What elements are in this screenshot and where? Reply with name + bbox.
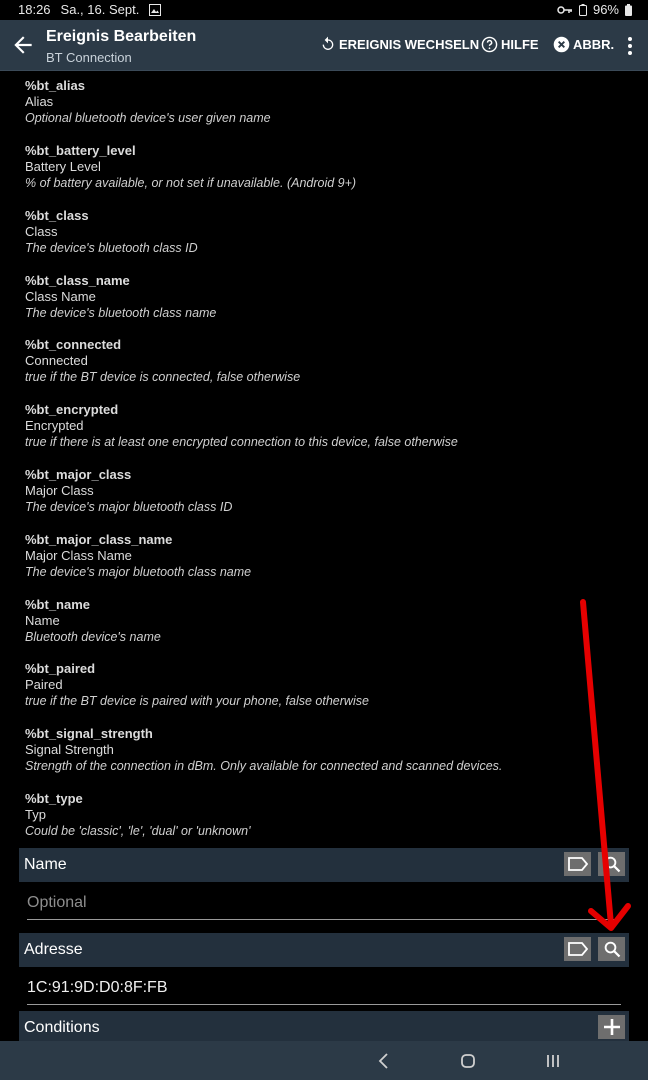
cancel-label: ABBR. (573, 37, 615, 52)
nav-back-icon[interactable] (373, 1051, 395, 1071)
variable-description: true if the BT device is connected, false otherwise (25, 370, 301, 384)
address-input[interactable] (27, 974, 621, 1005)
cancel-circle-icon (553, 36, 570, 53)
variable-item (25, 726, 502, 775)
variable-name: %bt_name (25, 597, 91, 612)
variable-label: Connected (25, 353, 88, 368)
page-title: Ereignis Bearbeiten (46, 28, 197, 45)
variable-description: true if there is at least one encrypted connection to this device, false otherwise (25, 435, 458, 449)
variable-item (25, 597, 161, 646)
variable-description: The device's major bluetooth class name (25, 565, 252, 579)
address-tag-button[interactable] (564, 937, 591, 961)
variable-item (25, 337, 300, 386)
name-tag-button[interactable] (564, 852, 591, 876)
battery-saver-icon (579, 4, 587, 16)
app-bar (0, 20, 648, 71)
nav-home-icon[interactable] (457, 1051, 479, 1071)
status-date: Sa., 16. Sept. (60, 2, 140, 17)
variable-item (25, 402, 458, 451)
variable-name: %bt_major_class_name (25, 532, 173, 547)
variable-name: %bt_connected (25, 337, 122, 352)
status-time: 18:26 (18, 2, 51, 17)
variable-label: Name (25, 613, 60, 628)
address-field-header (19, 933, 629, 967)
name-field-header (19, 848, 629, 882)
refresh-icon (320, 36, 336, 52)
conditions-header (19, 1011, 629, 1041)
label-tag-icon (568, 942, 588, 956)
variable-label: Alias (25, 94, 54, 109)
variable-label: Signal Strength (25, 742, 114, 757)
variable-item (25, 208, 198, 257)
battery-icon (625, 4, 632, 16)
label-tag-icon (568, 857, 588, 871)
variable-name: %bt_paired (25, 661, 96, 676)
nav-recents-icon[interactable] (542, 1051, 564, 1071)
variable-description: Optional bluetooth device's user given name (25, 111, 271, 125)
search-icon (603, 855, 621, 873)
variable-name: %bt_class_name (25, 273, 130, 288)
address-input-value: 1C:91:9D:D0:8F:FB (27, 979, 168, 996)
event-edit-content[interactable] (0, 71, 648, 1041)
variable-name: %bt_type (25, 791, 83, 806)
add-condition-button[interactable] (598, 1015, 625, 1039)
variable-description: true if the BT device is paired with your phone, false otherwise (25, 694, 369, 708)
variable-label: Typ (25, 807, 46, 822)
vpn-key-icon (557, 5, 573, 15)
variable-description: The device's major bluetooth class ID (25, 500, 233, 514)
search-icon (603, 940, 621, 958)
variable-description: The device's bluetooth class ID (25, 241, 198, 255)
plus-icon (603, 1018, 621, 1036)
variable-item (25, 791, 250, 840)
variable-label: Class Name (25, 289, 96, 304)
conditions-label: Conditions (24, 1019, 100, 1036)
variable-name: %bt_major_class (25, 467, 132, 482)
variable-description: The device's bluetooth class name (25, 306, 217, 320)
battery-percentage: 96% (592, 2, 619, 17)
variable-label: Paired (25, 677, 63, 692)
variable-name: %bt_class (25, 208, 89, 223)
variable-item (25, 532, 251, 581)
cancel-button[interactable] (553, 36, 614, 53)
name-search-button[interactable] (598, 852, 625, 876)
status-bar (0, 0, 648, 20)
system-nav-bar (0, 1041, 648, 1080)
variable-name: %bt_encrypted (25, 402, 119, 417)
name-input[interactable] (27, 889, 621, 920)
variable-name: %bt_alias (25, 78, 85, 93)
switch-event-label: EREIGNIS WECHSELN (339, 36, 480, 52)
more-vert-icon[interactable] (622, 35, 638, 57)
variable-description: Could be 'classic', 'le', 'dual' or 'unknown' (25, 824, 251, 838)
switch-event-button[interactable] (320, 36, 479, 52)
variable-label: Class (25, 224, 58, 239)
variable-item (25, 78, 271, 127)
address-search-button[interactable] (598, 937, 625, 961)
variable-item (25, 143, 356, 192)
variable-description: Strength of the connection in dBm. Only available for connected and scanned devices. (25, 759, 503, 773)
arrow-back-icon[interactable] (10, 32, 36, 58)
variable-label: Encrypted (25, 418, 84, 433)
help-label: HILFE (501, 37, 539, 52)
variable-description: Bluetooth device's name (25, 630, 161, 644)
variable-description: % of battery available, or not set if unavailable. (Android 9+) (25, 176, 357, 190)
variable-label: Major Class (25, 483, 94, 498)
page-subtitle: BT Connection (46, 50, 132, 65)
name-field-label: Name (24, 856, 67, 873)
variable-item (25, 467, 232, 516)
help-button[interactable] (481, 36, 539, 53)
variable-item (25, 273, 216, 322)
gallery-notification-icon (149, 4, 161, 16)
address-field-label: Adresse (24, 941, 83, 958)
variable-name: %bt_battery_level (25, 143, 136, 158)
variable-name: %bt_signal_strength (25, 726, 153, 741)
variable-label: Battery Level (25, 159, 101, 174)
variable-label: Major Class Name (25, 548, 132, 563)
help-circle-icon (481, 36, 498, 53)
name-input-placeholder: Optional (27, 894, 87, 911)
variable-item (25, 661, 369, 710)
